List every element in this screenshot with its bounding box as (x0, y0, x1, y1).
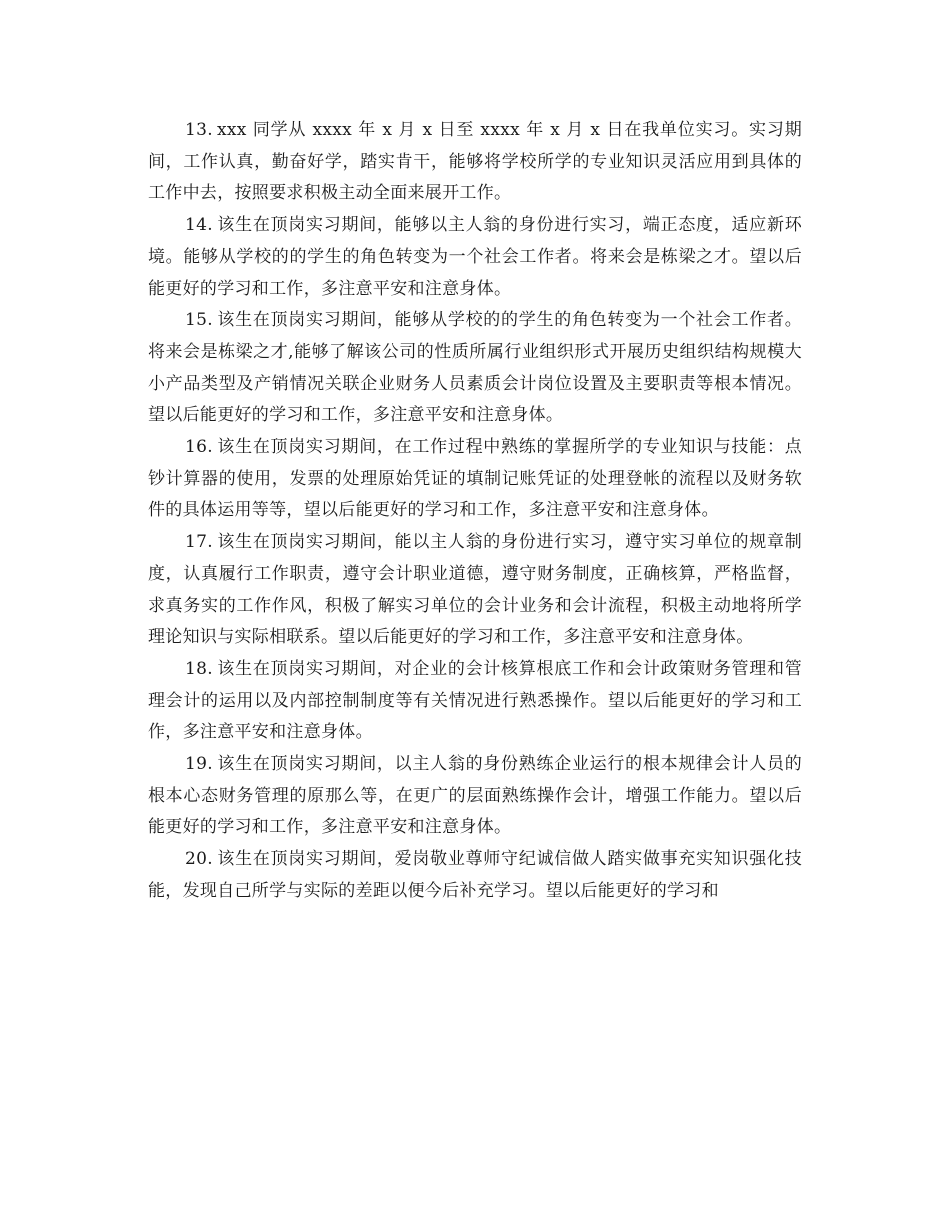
paragraph-number: 13. (185, 120, 213, 140)
paragraph-18 (148, 654, 802, 749)
paragraph-text: 该生在顶岗实习期间，能够从学校的的学生的角色转变为一个社会工作者。将来会是栋梁之才,能够了解该公司的性质所属行业组织形式开展历史组织结构规模大小产品类型及产销情况关联企业财务人员素质会计岗位设置及主要职责等根本情况。望以后能更好的学习和工作，多注意平安和注意身体。 (148, 310, 802, 426)
paragraph-number: 14. (185, 215, 213, 236)
paragraph-text: 该生在顶岗实习期间，以主人翁的身份熟练企业运行的根本规律会计人员的根本心态财务管理的原那么等，在更广的层面熟练操作会计，增强工作能力。望以后能更好的学习和工作，多注意平安和注意身体。 (148, 754, 802, 838)
paragraph-number: 19. (185, 754, 213, 775)
paragraph-13 (148, 115, 802, 210)
paragraph-text: 该生在顶岗实习期间，对企业的会计核算根底工作和会计政策财务管理和管理会计的运用以及内部控制制度等有关情况进行熟悉操作。望以后能更好的学习和工作，多注意平安和注意身体。 (148, 658, 802, 743)
paragraph-number: 16. (185, 437, 213, 458)
paragraph-text: xxx 同学从 xxxx 年 x 月 x 日至 xxxx 年 x 月 x 日在我单位实习。实习期间，工作认真，勤奋好学，踏实肯干，能够将学校所学的专业知识灵活应用到具体的工作中去，按照要求积极主动全面来展开工作。 (148, 120, 802, 204)
paragraph-number: 20. (185, 849, 213, 870)
paragraph-number: 17. (185, 532, 213, 553)
paragraph-number: 15. (185, 310, 213, 331)
paragraph-19 (148, 749, 802, 844)
paragraph-text: 该生在顶岗实习期间，能以主人翁的身份进行实习，遵守实习单位的规章制度，认真履行工作职责，遵守会计职业道德，遵守财务制度，正确核算，严格监督，求真务实的工作作风，积极了解实习单位的会计业务和会计流程，积极主动地将所学理论知识与实际相联系。望以后能更好的学习和工作，多注意平安和注意身体。 (148, 532, 802, 648)
paragraph-17 (148, 527, 802, 654)
paragraph-20 (148, 844, 802, 907)
paragraph-text: 该生在顶岗实习期间，在工作过程中熟练的掌握所学的专业知识与技能：点钞计算器的使用，发票的处理原始凭证的填制记账凭证的处理登帐的流程以及财务软件的具体运用等等，望以后能更好的学习和工作，多注意平安和注意身体。 (148, 437, 802, 521)
paragraph-text: 该生在顶岗实习期间，能够以主人翁的身份进行实习，端正态度，适应新环境。能够从学校的的学生的角色转变为一个社会工作者。将来会是栋梁之才。望以后能更好的学习和工作，多注意平安和注意身体。 (148, 215, 802, 299)
paragraph-number: 18. (185, 658, 213, 679)
paragraph-text: 该生在顶岗实习期间，爱岗敬业尊师守纪诚信做人踏实做事充实知识强化技能，发现自己所学与实际的差距以便今后补充学习。望以后能更好的学习和 (148, 849, 802, 901)
paragraph-14 (148, 210, 802, 305)
paragraph-16 (148, 432, 802, 527)
paragraph-15 (148, 305, 802, 432)
document-body (148, 115, 802, 908)
